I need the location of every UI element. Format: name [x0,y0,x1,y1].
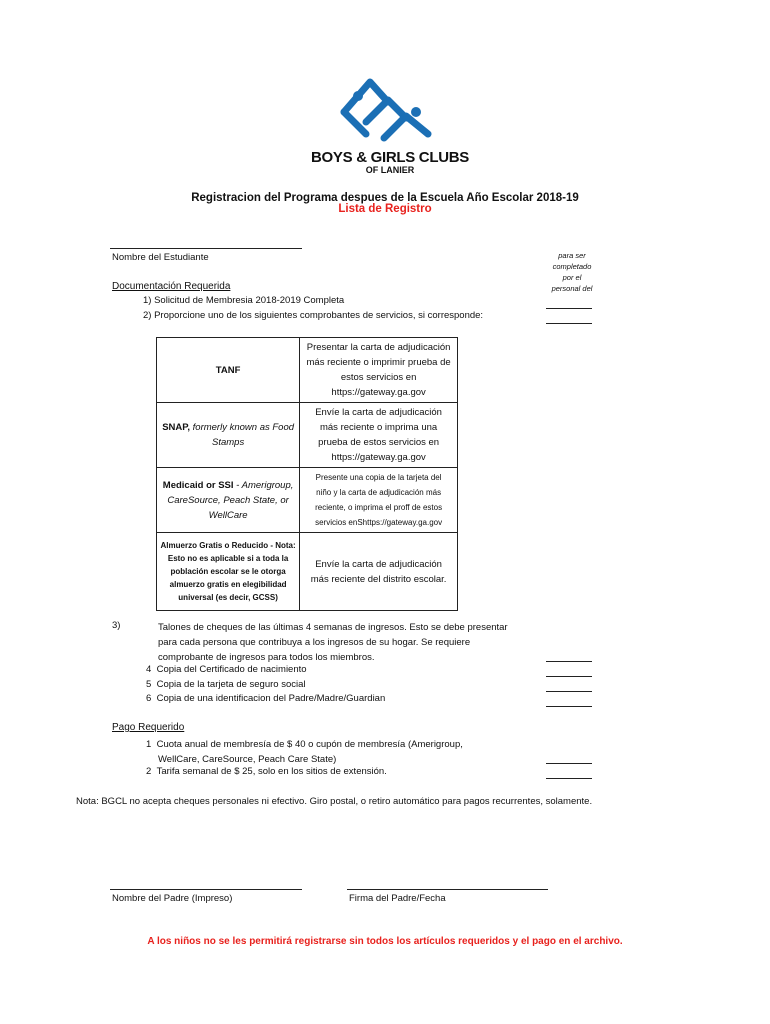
staff-check-line-3[interactable] [546,661,592,662]
docs-heading: Documentación Requerida [112,281,231,292]
staff-check-line-6[interactable] [546,706,592,707]
boys-girls-clubs-logo-icon [336,72,436,150]
medicaid-cell: Medicaid or SSI - Amerigroup, CareSource, Peach State, or WellCare [157,468,300,533]
parent-name-label: Nombre del Padre (Impreso) [112,893,233,904]
warning-text: A los niños no se les permitirá registrarse sin todos los artículos requeridos y el pago en el archivo. [147,936,623,947]
staff-check-line-2[interactable] [546,323,592,324]
org-name: BOYS & GIRLS CLUBS [311,149,469,166]
table-row [157,533,458,611]
student-name-label: Nombre del Estudiante [112,252,209,263]
staff-check-line-5[interactable] [546,691,592,692]
staff-note: para ser completado por el personal del [551,251,593,293]
snap-desc: Envíe la carta de adjudicación más reciente o imprima una prueba de estos servicios en https://gateway.ga.gov [300,403,458,468]
page-title: Registracion del Programa despues de la Escuela Año Escolar 2018-19 [191,192,579,204]
lunch-cell: Almuerzo Gratis o Reducido - Nota: Esto no es aplicable si a toda la población escolar se le otorga almuerzo gratis en elegibilidad universal (es decir, GCSS) [157,533,300,611]
table-row [157,403,458,468]
list-item: 6 Copia de una identificacion del Padre/Madre/Guardian [146,693,386,704]
medicaid-desc: Presente una copia de la tarjeta del niño y la carta de adjudicación más reciente, o imprima el proff de estos servicios enShttps://gateway.ga.gov [300,468,458,533]
snap-cell: SNAP, formerly known as Food Stamps [157,403,300,468]
staff-check-line-4[interactable] [546,676,592,677]
staff-check-line-7[interactable] [546,763,592,764]
docs-item-2: 2) Proporcione uno de los siguientes comprobantes de servicios, si corresponde: [143,310,484,321]
payment-note: Nota: BGCL no acepta cheques personales ni efectivo. Giro postal, o retiro automático para pagos recurrentes, solamente. [76,796,593,807]
page-subtitle: Lista de Registro [338,203,432,215]
table-row [157,468,458,533]
payment-item-1: 1 Cuota anual de membresía de $ 40 o cupón de membresía (Amerigroup, WellCare, CareSource, Peach Care State) [146,739,463,765]
item-3-text: Talones de cheques de las últimas 4 semanas de ingresos. Esto se debe presentar para cada persona que contribuya a los ingresos de su hogar. Se requiere comprobante de ingresos para todos los miembros. [158,622,508,663]
tanf-desc: Presentar la carta de adjudicación más reciente o imprimir prueba de estos servicios en https://gateway.ga.gov [300,338,458,403]
proof-of-services-table [156,337,458,611]
list-item: 5 Copia de la tarjeta de seguro social [146,679,306,690]
payment-heading: Pago Requerido [112,722,185,733]
parent-signature-label: Firma del Padre/Fecha [349,893,446,904]
lunch-desc: Envíe la carta de adjudicación más reciente del distrito escolar. [300,533,458,611]
parent-name-line[interactable] [110,889,302,890]
parent-signature-line[interactable] [347,889,548,890]
staff-check-line-1[interactable] [546,308,592,309]
list-item: 4 Copia del Certificado de nacimiento [146,664,307,675]
payment-item-2: 2 Tarifa semanal de $ 25, solo en los sitios de extensión. [146,766,387,777]
table-row [157,338,458,403]
item-3-number: 3) [112,620,121,631]
org-subname: OF LANIER [365,165,415,175]
tanf-cell: TANF [157,338,300,403]
student-name-line[interactable] [110,248,302,249]
staff-check-line-8[interactable] [546,778,592,779]
docs-item-1: 1) Solicitud de Membresia 2018-2019 Completa [143,295,345,306]
